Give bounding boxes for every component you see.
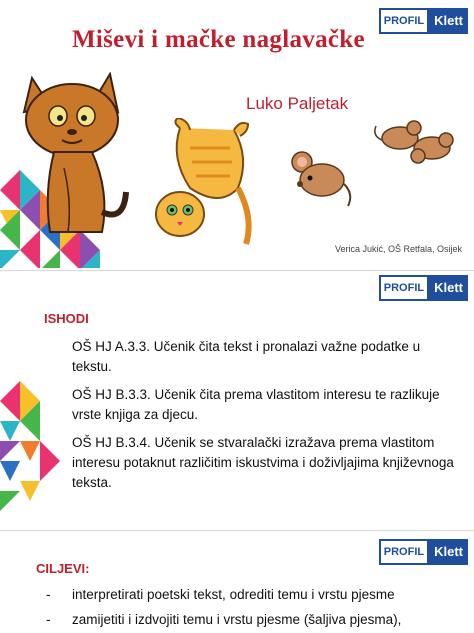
logo-profil-text: PROFIL [379,8,429,34]
outcomes-list [72,337,458,501]
title-slide [0,0,474,268]
orange-cat-upside-down-illustration [150,118,260,248]
outcome-item: OŠ HJ B.3.4. Učenik se stvaralački izražava prema vlastitom interesu potaknut različitim iskustvima i doživljajima književnoga teksta. [72,435,454,490]
outcomes-heading: ISHODI [44,311,89,326]
goal-text: zamijetiti i izdvojiti temu i vrstu pjesme (šaljiva pjesma), [72,612,402,627]
author-credit: Verica Jukić, OŠ Retfala, Osijek [334,244,462,254]
author-name: Luko Paljetak [246,94,349,113]
profil-klett-logo [379,275,468,301]
triangle-pattern-decoration [0,381,70,521]
outcome-item: OŠ HJ B.3.3. Učenik čita prema vlastitom interesu te razlikuje vrste knjiga za djecu. [72,387,440,422]
logo-profil-text: PROFIL [379,275,429,301]
logo-klett-text: Klett [429,539,468,565]
goals-heading: CILJEVI: [36,561,90,576]
goal-item [46,587,466,602]
bullet-dash: - [46,587,51,602]
profil-klett-logo [379,8,468,34]
logo-klett-text: Klett [429,8,468,34]
brown-mouse-illustration [288,150,358,210]
goals-list [46,587,466,633]
bullet-dash: - [46,612,51,627]
two-mice-illustration [370,118,460,168]
outcome-item: OŠ HJ A.3.3. Učenik čita tekst i pronalazi važne podatke u tekstu. [72,339,421,374]
logo-klett-text: Klett [429,275,468,301]
outcomes-slide [0,270,474,529]
slide-title: Miševi i mačke naglavačke [72,26,365,53]
profil-klett-logo [379,539,468,565]
goals-slide [0,530,474,633]
goal-text: interpretirati poetski tekst, odrediti temu i vrstu pjesme [72,587,395,602]
brown-cat-illustration [14,72,134,242]
goal-item [46,612,466,627]
logo-profil-text: PROFIL [379,539,429,565]
